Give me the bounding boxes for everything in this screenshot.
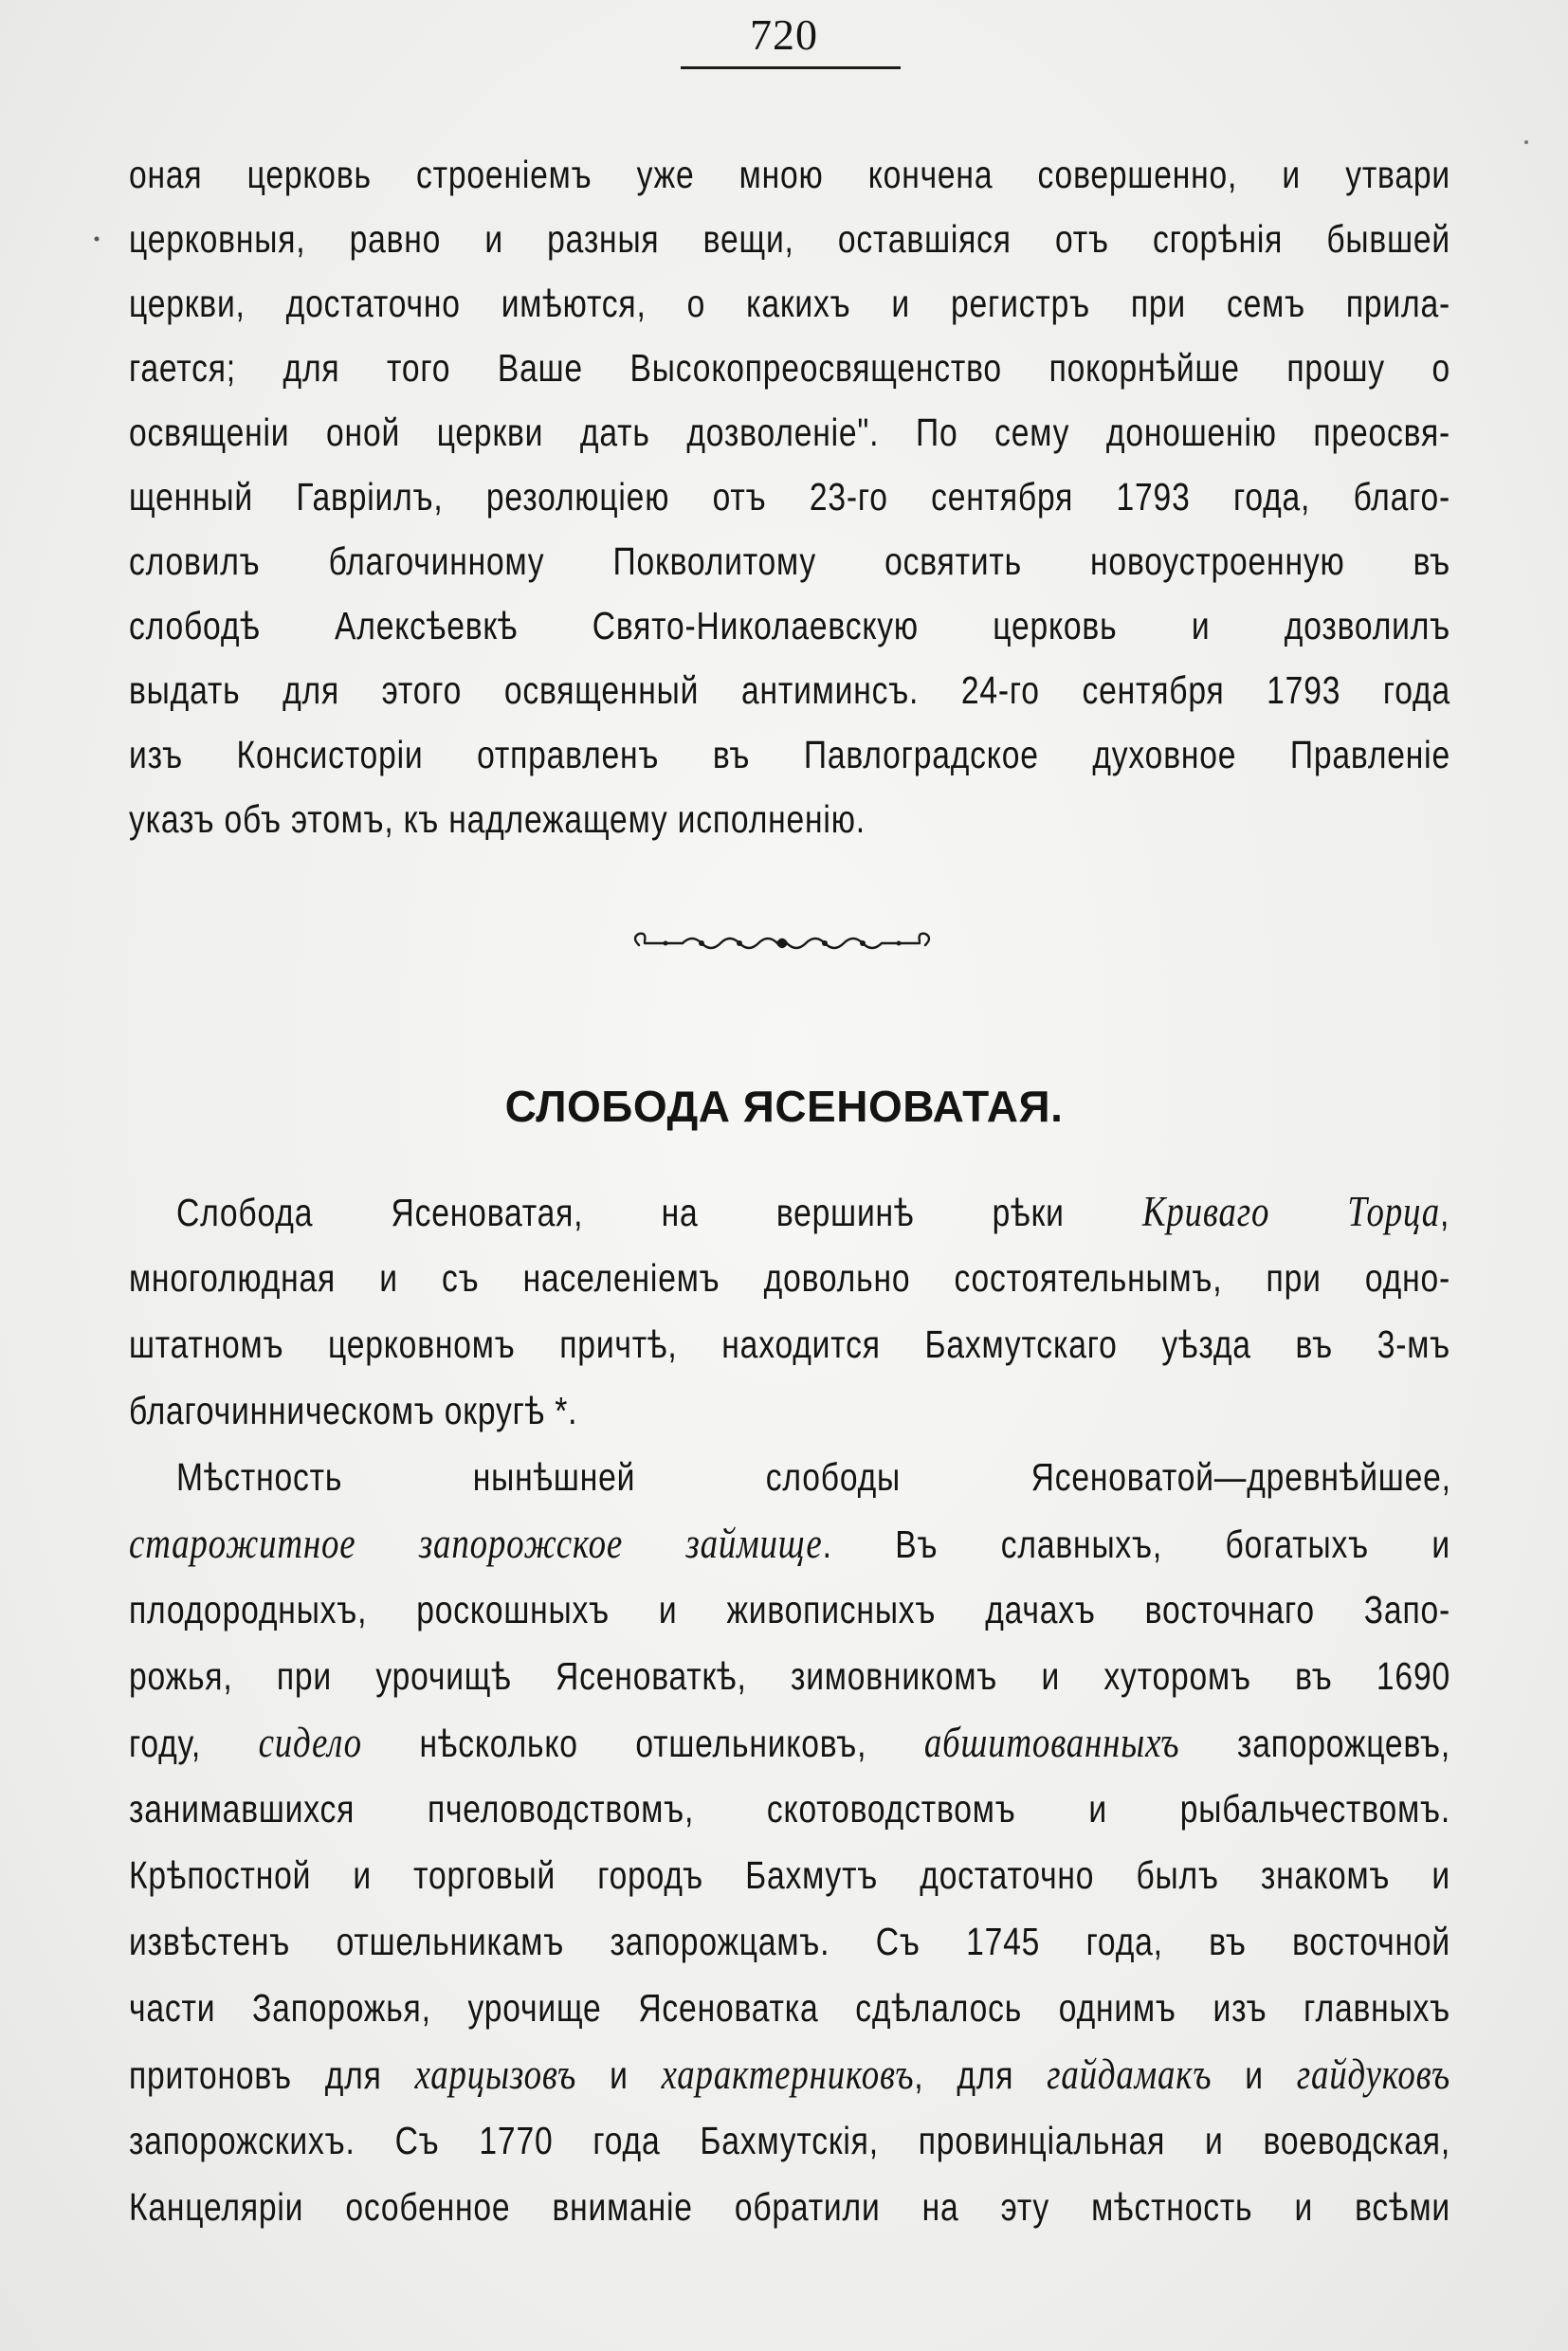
text-line: указъ объ этомъ, къ надлежащему исполненію. [129, 797, 866, 841]
text-line: Слобода Ясеноватая, на вершинѣ рѣки Криваго Торца, [176, 1188, 1450, 1235]
text-line: щенный Гавріилъ, резолюціею отъ 23-го сентября 1793 года, благо- [129, 475, 1450, 519]
text-line: Канцеляріи особенное вниманіе обратили на эту мѣстность и всѣми [129, 2185, 1450, 2229]
text-line: выдать для этого освященный антиминсъ. 24-го сентября 1793 года [129, 668, 1450, 712]
page-number-rule [681, 66, 901, 69]
text-line: слободѣ Алексѣевкѣ Свято-Николаевскую церковь и дозволилъ [129, 604, 1450, 647]
text-line: изъ Консисторіи отправленъ въ Павлоградское духовное Правленіе [129, 733, 1450, 776]
text-line: притоновъ для харцызовъ и характерниковъ, для гайдамакъ и гайдуковъ [129, 2050, 1450, 2098]
text-line: штатномъ церковномъ причтѣ, находится Бахмутскаго уѣзда въ 3-мъ [129, 1322, 1450, 1366]
text-line: рожья, при урочищѣ Ясеноваткѣ, зимовникомъ и хуторомъ въ 1690 [129, 1654, 1450, 1698]
text-line: церкви, достаточно имѣются, о какихъ и регистръ при семъ прила- [129, 282, 1450, 325]
text-line: благочинническомъ округѣ *. [129, 1389, 578, 1432]
section-heading: СЛОБОДА ЯСЕНОВАТАЯ. [504, 1082, 1064, 1131]
text-line: старожитное запорожское займище. Въ славныхъ, богатыхъ и [129, 1520, 1450, 1567]
text-line: извѣстенъ отшельникамъ запорожцамъ. Съ 1745 года, въ восточной [129, 1920, 1450, 1963]
italic-word: характерниковъ [661, 2050, 915, 2098]
text-line: плодородныхъ, роскошныхъ и живописныхъ дачахъ восточнаго Запо- [129, 1588, 1450, 1631]
text-line: запорожскихъ. Съ 1770 года Бахмутскія, провинціальная и воеводская, [129, 2119, 1450, 2162]
text-line: занимавшихся пчеловодствомъ, скотоводствомъ и рыбальчествомъ. [129, 1787, 1450, 1831]
text-line: Крѣпостной и торговый городъ Бахмутъ достаточно былъ знакомъ и [129, 1853, 1450, 1897]
italic-place-name: Криваго Торца [1142, 1188, 1440, 1235]
italic-word: харцызовъ [414, 2050, 577, 2098]
italic-word: абшитованныхъ [923, 1719, 1180, 1766]
ornament-divider-icon [626, 924, 939, 962]
text-line: оная церковь строеніемъ уже мною кончена совершенно, и утвари [129, 153, 1450, 196]
italic-word: сидело [258, 1719, 362, 1766]
text-line: году, сидело нѣсколько отшельниковъ, абшитованныхъ запорожцевъ, [129, 1719, 1450, 1766]
text-line: гается; для того Ваше Высокопреосвященство покорнѣйше прошу о [129, 346, 1450, 390]
text-line: части Запорожья, урочище Ясеноватка сдѣлалось однимъ изъ главныхъ [129, 1986, 1450, 2030]
italic-word: гайдуковъ [1296, 2050, 1450, 2098]
text-line: церковныя, равно и разныя вещи, оставшіяся отъ сгорѣнія бывшей [129, 217, 1450, 261]
text-line: многолюдная и съ населеніемъ довольно состоятельнымъ, при одно- [129, 1256, 1450, 1300]
text-line: словилъ благочинному Покволитому освятить новоустроенную въ [129, 539, 1450, 583]
text-line: Мѣстность нынѣшней слободы Ясеноватой—древнѣйшее, [176, 1455, 1451, 1499]
italic-word: гайдамакъ [1047, 2050, 1212, 2098]
italic-phrase: старожитное запорожское займище [129, 1520, 823, 1567]
page-number: 720 [750, 10, 818, 59]
text-line: освященіи оной церкви дать дозволеніе". По сему доношенію преосвя- [129, 410, 1450, 454]
